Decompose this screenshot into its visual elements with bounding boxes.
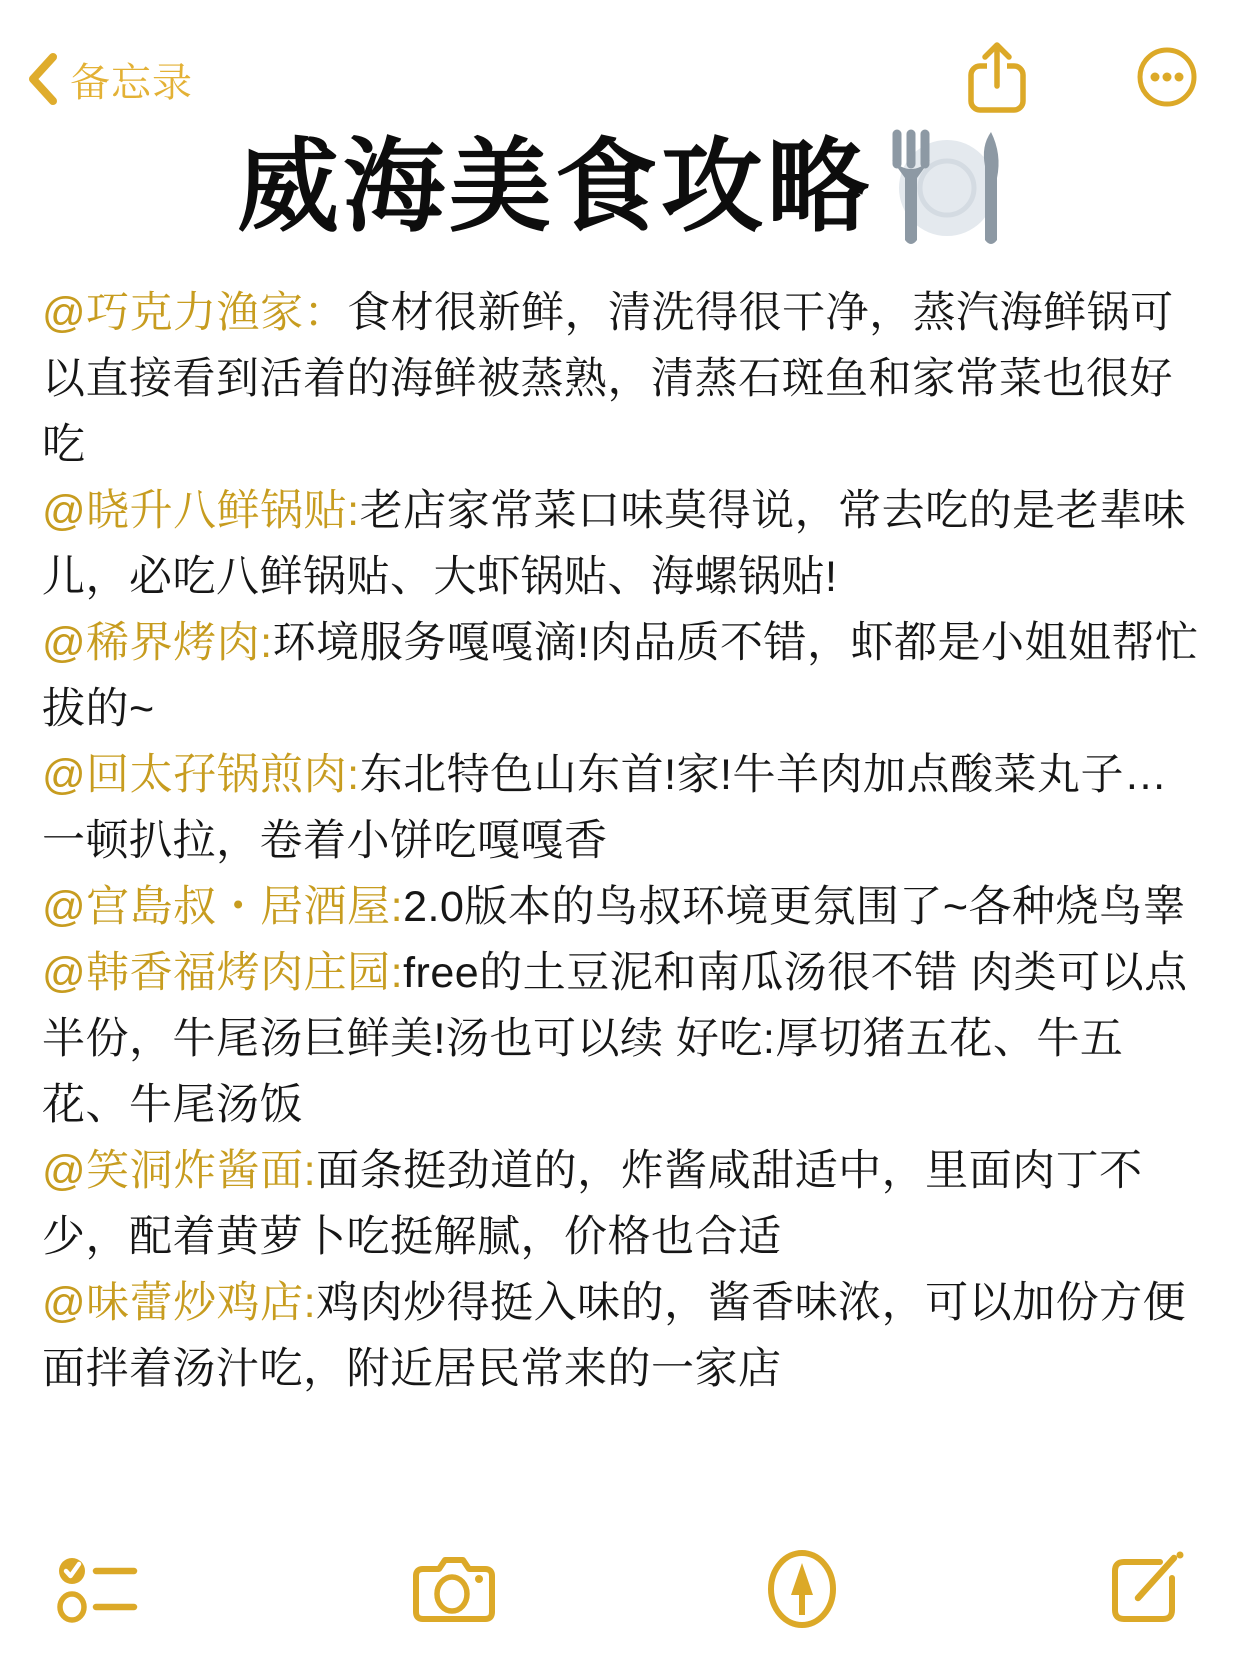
restaurant-review: 2.0版本的鸟叔环境更氛围了~各种烧鸟睾 bbox=[403, 883, 1186, 931]
restaurant-name: @韩香福烤肉庄园: bbox=[42, 949, 404, 997]
restaurant-review: 食材很新鲜，清洗得很干净，蒸汽海鲜锅可以直接看到活着的海鲜被蒸熟，清蒸石斑鱼和家常菜也很好吃 bbox=[42, 289, 1174, 469]
fork-and-knife-with-plate-icon bbox=[875, 126, 1005, 255]
back-chevron-icon bbox=[26, 51, 60, 107]
share-icon[interactable] bbox=[966, 40, 1028, 119]
note-entry bbox=[42, 940, 1200, 1138]
navbar bbox=[0, 0, 1242, 110]
note-body[interactable] bbox=[0, 262, 1242, 1402]
note-title bbox=[0, 112, 1242, 262]
restaurant-name: @稀界烤肉: bbox=[42, 619, 273, 667]
restaurant-review: 东北特色山东首!家!牛羊肉加点酸菜丸子…一顿扒拉，卷着小饼吃嘎嘎香 bbox=[42, 751, 1168, 865]
note-title-text: 威海美食攻略 bbox=[237, 130, 873, 244]
restaurant-review: free的土豆泥和南瓜汤很不错 肉类可以点半份，牛尾汤巨鲜美!汤也可以续 好吃:厚切猪五花、牛五花、牛尾汤饭 bbox=[42, 949, 1188, 1129]
restaurant-name: @晓升八鲜锅贴: bbox=[42, 487, 360, 535]
note-entry bbox=[42, 1270, 1200, 1402]
back-button[interactable] bbox=[26, 51, 193, 108]
restaurant-review: 环境服务嘎嘎滴!肉品质不错，虾都是小姐姐帮忙拔的~ bbox=[42, 619, 1199, 733]
note-entry bbox=[42, 610, 1200, 742]
note-entry bbox=[42, 1138, 1200, 1270]
compose-icon[interactable] bbox=[1108, 1550, 1186, 1633]
restaurant-review: 面条挺劲道的，炸酱咸甜适中，里面肉丁不少，配着黄萝卜吃挺解腻，价格也合适 bbox=[42, 1147, 1143, 1261]
back-button-label: 备忘录 bbox=[70, 60, 193, 105]
restaurant-name: @宫島叔・居酒屋: bbox=[42, 883, 404, 931]
note-entry bbox=[42, 874, 1200, 940]
restaurant-name: @味蕾炒鸡店: bbox=[42, 1279, 317, 1327]
note-entry bbox=[42, 280, 1200, 478]
markup-pen-icon[interactable] bbox=[765, 1549, 839, 1634]
note-entry bbox=[42, 742, 1200, 874]
checklist-icon[interactable] bbox=[56, 1555, 144, 1628]
restaurant-review: 鸡肉炒得挺入味的，酱香味浓，可以加份方便面拌着汤汁吃，附近居民常来的一家店 bbox=[42, 1279, 1187, 1393]
restaurant-name: @笑洞炸酱面: bbox=[42, 1147, 317, 1195]
more-ellipsis-icon[interactable] bbox=[1136, 46, 1198, 113]
restaurant-name: @回太孖锅煎肉: bbox=[42, 751, 360, 799]
note-entry bbox=[42, 478, 1200, 610]
bottom-toolbar bbox=[0, 1536, 1242, 1646]
camera-icon[interactable] bbox=[413, 1555, 495, 1628]
restaurant-review: 老店家常菜口味莫得说，常去吃的是老辈味儿，必吃八鲜锅贴、大虾锅贴、海螺锅贴! bbox=[42, 487, 1187, 601]
restaurant-name: @巧克力渔家： bbox=[42, 289, 348, 337]
